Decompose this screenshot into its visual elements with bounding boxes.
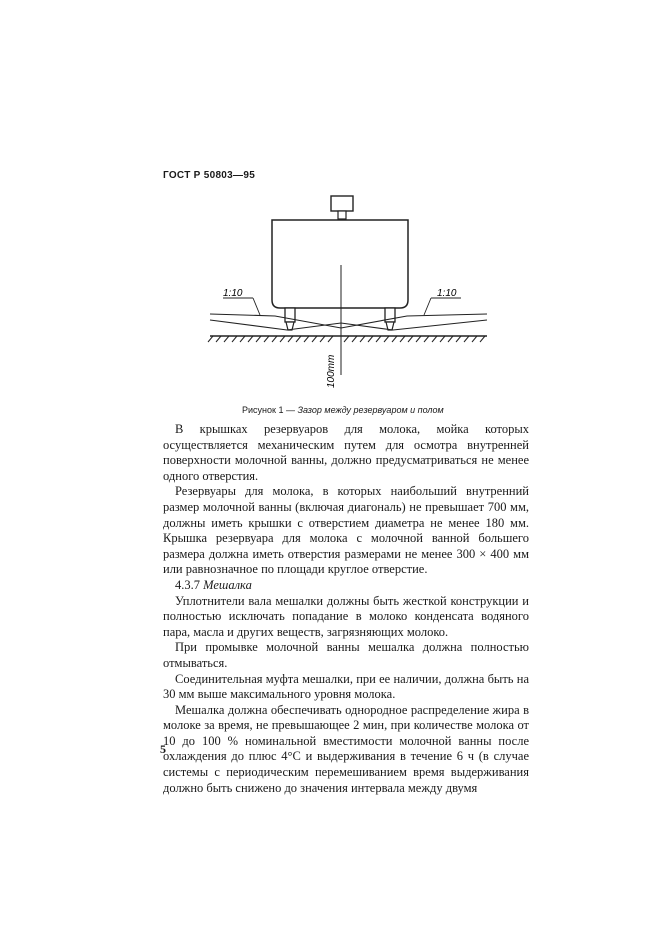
caption-number: Рисунок 1 <box>242 405 284 415</box>
paragraph: Мешалка должна обеспечивать однородное распределение жира в молоке за время, не превышающее 2 мин, при количестве молока от 10 до 100 % номинальной вместимости молочной ванны после охлаждения до плюс 4°C и выдерживания в течение 6 ч (в случае системы с периодическим перемешиванием время выдерживания должно быть снижено до значения интервала между двумя <box>163 702 529 795</box>
section-number: 4.3.7 <box>175 577 200 592</box>
slope-line-lower <box>210 320 487 330</box>
paragraph: Соединительная муфта мешалки, при ее наличии, должна быть на 30 мм выше максимального уровня молока. <box>163 671 529 702</box>
caption-text: — Зазор между резервуаром и полом <box>285 405 444 415</box>
tank-diagram <box>205 190 495 390</box>
paragraph: В крышках резервуаров для молока, мойка которых осуществляется механическим путем для осмотра внутренней поверхности молочной ванны, должно предусматриваться не менее одного отверстия. <box>163 422 529 483</box>
document-header: ГОСТ Р 50803—95 <box>163 170 256 181</box>
slope-leader-left <box>253 298 260 315</box>
height-dimension-label: 100mm <box>326 354 337 388</box>
figure-caption <box>242 405 444 415</box>
paragraph: Резервуары для молока, в которых наибольший внутренний размер молочной ванны (включая диагональ) не превышает 700 мм, должны иметь крышки с отверстием диаметра не менее 180 мм. Крышка резервуара для молока с молочной ванной большего размера должна иметь отверстия размерами не менее 300 × 400 мм или равнозначное по площади круглое отверстие. <box>163 484 529 577</box>
section-title: Мешалка <box>203 577 252 592</box>
tank-body <box>272 220 408 308</box>
paragraph: Уплотнители вала мешалки должны быть жесткой конструкции и полностью исключать попадание в молоко конденсата водяного пара, масла и других веществ, загрязняющих молоко. <box>163 593 529 639</box>
figure-tank-clearance <box>205 190 495 390</box>
tank-fitting-neck <box>338 211 346 219</box>
slope-label-right: 1:10 <box>437 288 457 299</box>
floor-hatching <box>208 336 485 342</box>
body-text <box>163 422 529 796</box>
section-heading <box>163 578 529 594</box>
paragraph: При промывке молочной ванны мешалка должна полностью отмываться. <box>163 640 529 670</box>
slope-leader-right <box>424 298 431 315</box>
slope-label-left: 1:10 <box>223 288 243 299</box>
page-number: 5 <box>160 742 166 756</box>
tank-fitting <box>331 196 353 211</box>
